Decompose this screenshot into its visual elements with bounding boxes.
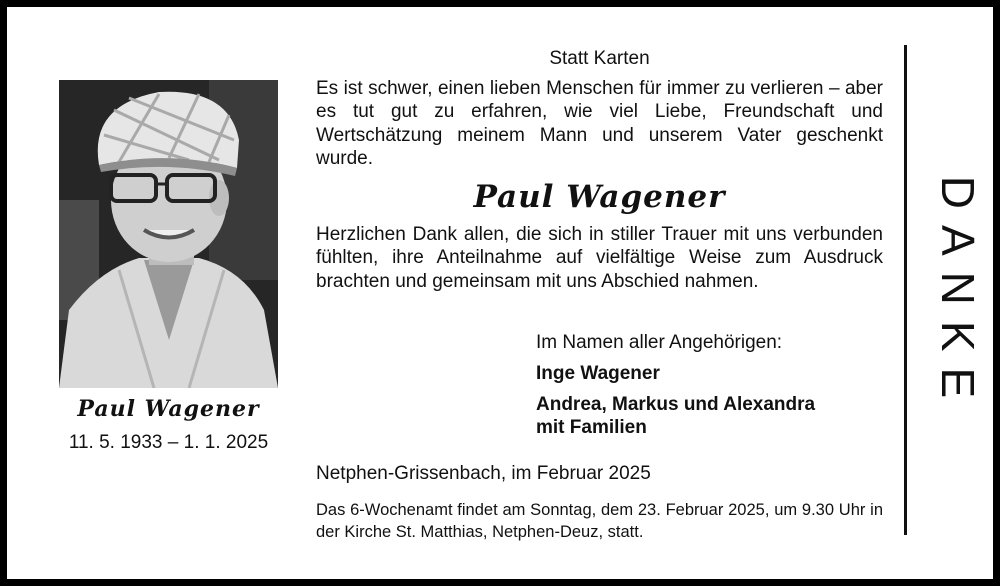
deceased-name: Paul Wagener <box>473 178 726 215</box>
danke-text: DANKE <box>932 175 985 415</box>
signature-block <box>536 331 876 439</box>
signature-line-3: mit Familien <box>536 417 647 438</box>
thanks-paragraph: Herzlichen Dank allen, die sich in stiller Trauer mit uns verbunden fühlten, ihre Anteilnahme auf vielfältige Weise zum Ausdruck brachten und gemeinsam mit uns Abschied nahmen. <box>316 223 883 292</box>
side-label <box>928 175 988 415</box>
signature-intro: Im Namen aller Angehörigen: <box>536 332 783 353</box>
signature-line-1: Inge Wagener <box>536 363 660 384</box>
portrait-photo <box>59 80 278 388</box>
obituary-card <box>7 7 993 579</box>
place-date: Netphen-Grissenbach, im Februar 2025 <box>316 463 651 484</box>
photo-caption-name: Paul Wagener <box>77 396 260 422</box>
photo-caption-dates: 11. 5. 1933 – 1. 1. 2025 <box>68 432 269 453</box>
statt-karten-heading: Statt Karten <box>549 48 650 69</box>
intro-paragraph: Es ist schwer, einen lieben Menschen für immer zu verlieren – aber es tut gut zu erfahren, wie viel Liebe, Freundschaft und Wertschätzung meinem Mann und unserem Vater geschenkt wurde. <box>316 77 883 169</box>
service-note: Das 6-Wochenamt findet am Sonntag, dem 23. Februar 2025, um 9.30 Uhr in der Kirche St. Matthias, Netphen-Deuz, statt. <box>316 501 883 541</box>
signature-line-2: Andrea, Markus und Alexandra <box>536 394 816 415</box>
vertical-divider <box>904 45 907 535</box>
main-text-block <box>316 47 883 293</box>
